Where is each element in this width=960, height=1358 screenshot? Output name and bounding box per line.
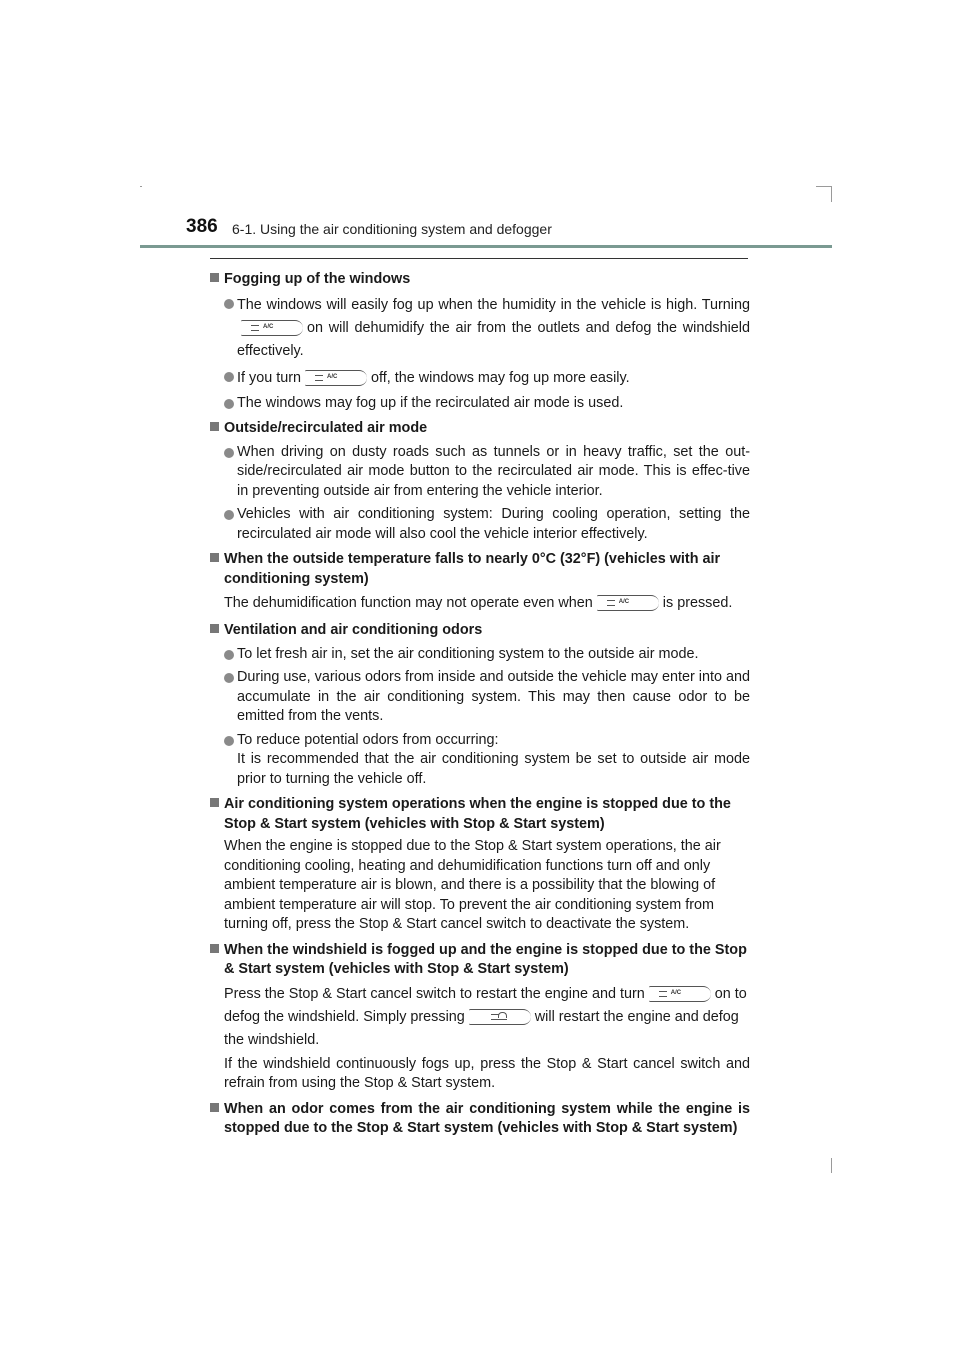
- bullet-icon: [224, 299, 234, 309]
- bullet-item: If you turn A/C off, the windows may fog up more easily.: [210, 367, 750, 390]
- heading-square-icon: [210, 624, 219, 633]
- section-heading: Air conditioning system operations when the engine is stopped due to the Stop & Start system (vehicles with Stop & Start system): [210, 795, 750, 834]
- bullet-item: During use, various odors from inside and outside the vehicle may enter into and accumulate in the air conditioning system. This may then cause odor to be emitted from the vents.: [210, 668, 750, 727]
- section-heading: When the outside temperature falls to nearly 0°C (32°F) (vehicles with air conditioning system): [210, 550, 750, 589]
- heading-square-icon: [210, 422, 219, 431]
- section-heading: Fogging up of the windows: [210, 270, 750, 290]
- windshield-defogger-button-icon: [469, 1009, 531, 1025]
- crop-mark-bottom-right: [831, 1158, 832, 1173]
- chapter-title: 6-1. Using the air conditioning system and defogger: [232, 221, 552, 237]
- section-rule: [210, 258, 748, 259]
- section-heading: Ventilation and air conditioning odors: [210, 621, 750, 641]
- crop-mark-top-right-h: [816, 186, 832, 187]
- bullet-icon: [224, 650, 234, 660]
- bullet-icon: [224, 736, 234, 746]
- page-number: 386: [186, 216, 218, 237]
- bullet-icon: [224, 448, 234, 458]
- paragraph: The dehumidification function may not operate even when A/C is pressed.: [224, 595, 733, 611]
- heading-square-icon: [210, 798, 219, 807]
- bullet-item: Vehicles with air conditioning system: During cooling operation, setting the recirculated air mode will also cool the vehicle interior effectively.: [210, 505, 750, 544]
- section-heading: Outside/recirculated air mode: [210, 419, 750, 439]
- heading-square-icon: [210, 553, 219, 562]
- crop-mark-top-left: [140, 186, 142, 187]
- ac-button-icon: A/C: [597, 595, 659, 611]
- paragraph: If the windshield continuously fogs up, press the Stop & Start cancel switch and refrain from using the Stop & Start system.: [224, 1055, 750, 1091]
- crop-mark-top-right-v: [831, 186, 832, 202]
- bullet-icon: [224, 372, 234, 382]
- bullet-icon: [224, 673, 234, 683]
- paragraph: Press the Stop & Start cancel switch to restart the engine and turn A/C on to defog the windshield. Simply pressing will restart the engine and defog the windshield.: [224, 985, 747, 1048]
- section-heading: When the windshield is fogged up and the engine is stopped due to the Stop & Start system (vehicles with Stop & Start system): [210, 941, 750, 980]
- section-heading: When an odor comes from the air conditioning system while the engine is stopped due to the Stop & Start system (vehicles with Stop & Start system): [210, 1100, 750, 1139]
- heading-square-icon: [210, 944, 219, 953]
- bullet-item: To let fresh air in, set the air conditioning system to the outside air mode.: [210, 645, 750, 665]
- bullet-item: To reduce potential odors from occurring: It is recommended that the air conditioning system be set to outside air mode prior to turning the vehicle off.: [210, 731, 750, 790]
- header-rule: [140, 245, 832, 248]
- bullet-icon: [224, 399, 234, 409]
- page-content: [210, 264, 750, 1139]
- paragraph: When the engine is stopped due to the Stop & Start system operations, the air conditioning cooling, heating and dehumidification functions turn off and only ambient temperature air is blown, and there is a possibility that the blowing of ambient temperature air will stop. To prevent the air conditioning system from turning off, press the Stop & Start cancel switch to deactivate the system.: [224, 838, 721, 932]
- ac-button-icon: A/C: [649, 986, 711, 1002]
- ac-button-icon: A/C: [241, 320, 303, 336]
- bullet-item: The windows may fog up if the recirculated air mode is used.: [210, 394, 750, 414]
- ac-button-icon: A/C: [305, 370, 367, 386]
- heading-square-icon: [210, 273, 219, 282]
- bullet-item: The windows will easily fog up when the humidity in the vehicle is high. Turning A/C on will dehumidify the air from the outlets and defog the windshield effectively.: [210, 294, 750, 363]
- bullet-icon: [224, 510, 234, 520]
- heading-square-icon: [210, 1103, 219, 1112]
- bullet-item: When driving on dusty roads such as tunnels or in heavy traffic, set the out-side/recirculated air mode button to the recirculated air mode. This is effec-tive in preventing outside air from entering the vehicle interior.: [210, 443, 750, 502]
